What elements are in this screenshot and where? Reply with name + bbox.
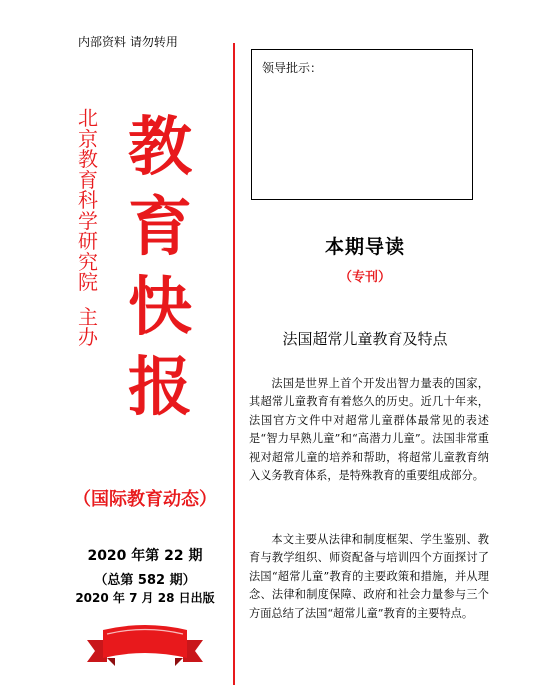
publication-date: 2020 年 7 月 28 日出版 <box>75 591 215 605</box>
masthead-subtitle: （国际教育动态） <box>73 489 217 510</box>
institute-char: 研 <box>78 229 98 253</box>
institute-char: 科 <box>78 188 98 212</box>
institute-char: 北 <box>78 106 98 130</box>
total-issue-number: （总第 582 期） <box>94 573 196 588</box>
institute-char: 育 <box>78 167 98 192</box>
article-paragraph: 本文主要从法律和制度框架、学生鉴别、教育与教学组织、师资配备与培训四个方面探讨了法国“超常儿童”教育的主要政策和措施，并从理念、法律和制度保障、政府和社会力量参与三个方面总结了法国“超常儿童”教育的主要特点。 <box>249 533 489 620</box>
masthead-title-char: 报 <box>128 351 192 425</box>
institute-char: 学 <box>78 208 98 233</box>
article-paragraph: 法国是世界上首个开发出智力量表的国家，其超常儿童教育有着悠久的历史。近几十年来，法国官方文件中对超常儿童群体最常见的表述是“智力早熟儿童”和“高潜力儿童”。法国非常重视对超常儿童的培养和帮助，将超常儿童教育纳入义务教育体系，是特殊教育的重要组成部分。 <box>249 377 489 483</box>
masthead-title-char: 快 <box>128 271 192 345</box>
institute-char: 教 <box>78 147 98 171</box>
guide-heading: 本期导读 <box>324 236 405 258</box>
role-char: 办 <box>78 325 98 349</box>
institute-vertical <box>68 108 108 368</box>
institute-char: 究 <box>78 249 98 274</box>
vertical-divider <box>233 43 235 685</box>
issue-number: 2020 年第 22 期 <box>87 548 203 564</box>
institute-char: 京 <box>78 126 98 151</box>
approval-box <box>251 49 473 200</box>
masthead-title-char: 育 <box>128 191 192 265</box>
approval-label: 领导批示： <box>262 61 323 75</box>
internal-notice: 内部资料 请勿转用 <box>78 35 178 49</box>
masthead-title <box>110 108 210 428</box>
role-char: 主 <box>78 304 98 329</box>
article-title: 法国超常儿童教育及特点 <box>282 330 448 348</box>
masthead-title-char: 教 <box>128 111 192 185</box>
institute-char: 院 <box>78 270 98 294</box>
ribbon-decoration <box>85 618 205 668</box>
special-issue-tag: （专刊） <box>338 270 391 285</box>
